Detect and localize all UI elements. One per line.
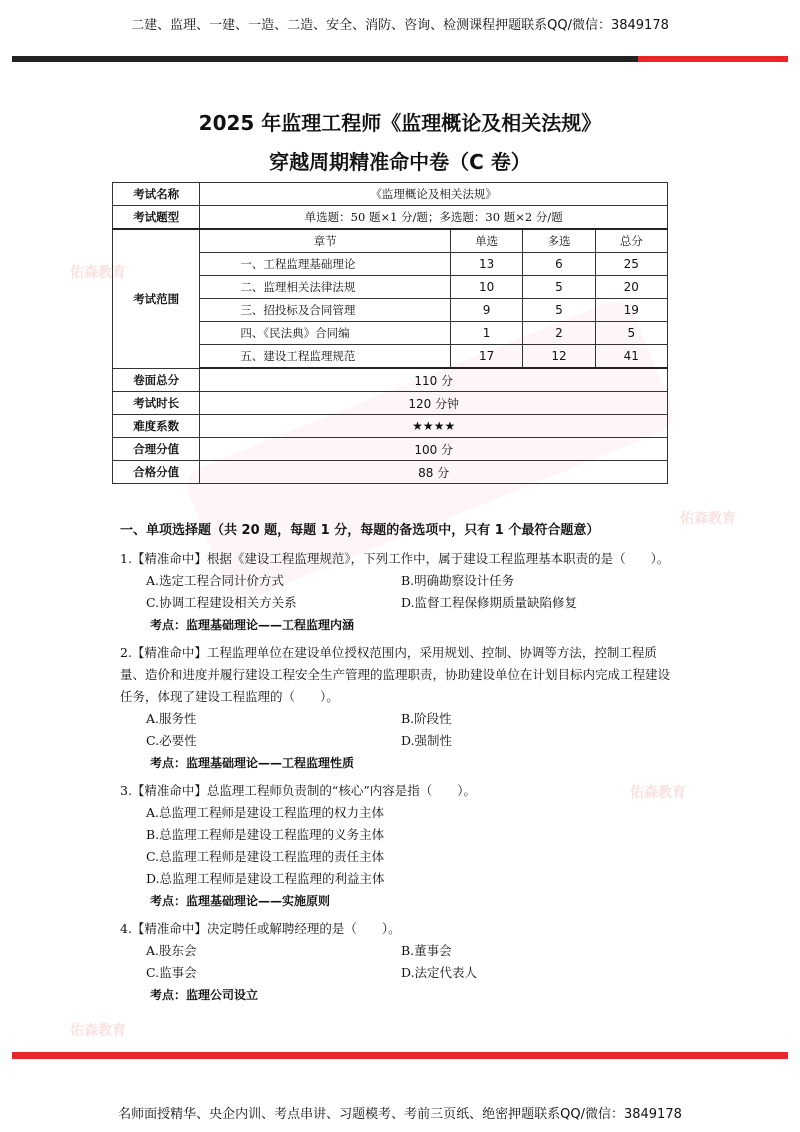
option-a: A.选定工程合同计价方式 [146,573,285,588]
watermark-logo: 佑森教育 [70,1023,126,1039]
option-b: B.总监理工程师是建设工程监理的义务主体 [146,827,385,842]
option-a: A.服务性 [146,711,197,726]
header-rule [12,56,788,62]
option-c: C.监事会 [146,965,197,980]
option-a: A.总监理工程师是建设工程监理的权力主体 [146,805,385,820]
scope-chapter: 一、工程监理基础理论 [200,253,451,276]
scope-header-total: 总分 [595,229,667,253]
option-list [120,708,680,752]
option-b: B.董事会 [401,943,452,958]
scope-chapter: 二、监理相关法律法规 [200,276,451,299]
scope-multi: 6 [523,253,595,276]
exam-scope-label: 考试范围 [113,229,200,368]
scope-multi: 12 [523,345,595,369]
question-item [120,780,680,912]
scope-header-multi: 多选 [523,229,595,253]
scope-total: 25 [595,253,667,276]
duration-value: 120 分钟 [200,392,668,415]
option-c: C.必要性 [146,733,197,748]
document-title: 2025 年监理工程师《监理概论及相关法规》 [198,111,602,135]
option-b: B.阶段性 [401,711,452,726]
scope-header-single: 单选 [450,229,522,253]
option-list [120,802,680,890]
question-note: 考点：监理基础理论——工程监理内涵 [150,618,355,632]
option-c: C.协调工程建设相关方关系 [146,595,297,610]
question-item [120,918,680,1006]
exam-info-table [112,182,668,484]
watermark-logo: 佑森教育 [70,265,126,281]
scope-chapter: 四、《民法典》合同编 [200,322,451,345]
exam-name-label: 考试名称 [113,183,200,206]
question-stem: 4.【精准命中】决定聘任或解聘经理的是（ ）。 [120,921,401,936]
total-score-value: 110 分 [200,368,668,392]
exam-type-value: 单选题：50 题×1 分/题；多选题：30 题×2 分/题 [200,206,668,230]
option-c: C.总监理工程师是建设工程监理的责任主体 [146,849,385,864]
scope-chapter: 三、招投标及合同管理 [200,299,451,322]
exam-type-label: 考试题型 [113,206,200,230]
option-b: B.明确勘察设计任务 [401,573,515,588]
scope-total: 41 [595,345,667,369]
total-score-label: 卷面总分 [113,368,200,392]
scope-single: 9 [450,299,522,322]
question-list [120,520,680,1006]
question-item [120,642,680,774]
question-stem: 2.【精准命中】工程监理单位在建设单位授权范围内，采用规划、控制、协调等方法，控制工程质量、造价和进度并履行建设工程安全生产管理的监理职责，协助建设单位在计划目标内完成工程建设任务，体现了建设工程监理的（ ）。 [120,645,671,704]
header-banner: 二建、监理、一建、一造、二造、安全、消防、咨询、检测课程押题联系QQ/微信：3849178 [131,18,669,33]
question-note: 考点：监理公司设立 [150,988,259,1002]
question-note: 考点：监理基础理论——工程监理性质 [150,756,355,770]
pass-score-label: 合格分值 [113,461,200,484]
option-d: D.法定代表人 [401,965,478,980]
scope-multi: 5 [523,299,595,322]
scope-single: 17 [450,345,522,369]
reasonable-score-value: 100 分 [200,438,668,461]
watermark-logo: 佑森教育 [680,511,736,527]
question-item [120,548,680,636]
question-stem: 1.【精准命中】根据《建设工程监理规范》，下列工作中，属于建设工程监理基本职责的是（ ）。 [120,551,670,566]
scope-total: 5 [595,322,667,345]
option-list [120,940,680,984]
question-note: 考点：监理基础理论——实施原则 [150,894,331,908]
difficulty-label: 难度系数 [113,415,200,438]
footer-rule [12,1052,788,1059]
reasonable-score-label: 合理分值 [113,438,200,461]
footer-banner: 名师面授精华、央企内训、考点串讲、习题模考、考前三页纸、绝密押题联系QQ/微信：3849178 [118,1107,682,1122]
scope-single: 10 [450,276,522,299]
scope-chapter: 五、建设工程监理规范 [200,345,451,369]
scope-multi: 5 [523,276,595,299]
option-list [120,570,680,614]
scope-header-chapter: 章节 [200,229,451,253]
section-heading: 一、单项选择题（共 20 题，每题 1 分，每题的备选项中，只有 1 个最符合题意） [120,523,600,538]
difficulty-stars: ★★★★ [200,415,668,438]
duration-label: 考试时长 [113,392,200,415]
scope-multi: 2 [523,322,595,345]
option-d: D.总监理工程师是建设工程监理的利益主体 [146,871,385,886]
pass-score-value: 88 分 [200,461,668,484]
option-d: D.监督工程保修期质量缺陷修复 [401,595,578,610]
question-stem: 3.【精准命中】总监理工程师负责制的“核心”内容是指（ ）。 [120,783,476,798]
exam-name-value: 《监理概论及相关法规》 [200,183,668,206]
scope-single: 1 [450,322,522,345]
watermark-logo: 佑森教育 [630,785,686,801]
option-a: A.股东会 [146,943,197,958]
scope-total: 20 [595,276,667,299]
scope-single: 13 [450,253,522,276]
scope-total: 19 [595,299,667,322]
option-d: D.强制性 [401,733,453,748]
document-subtitle: 穿越周期精准命中卷（C 卷） [269,150,531,174]
